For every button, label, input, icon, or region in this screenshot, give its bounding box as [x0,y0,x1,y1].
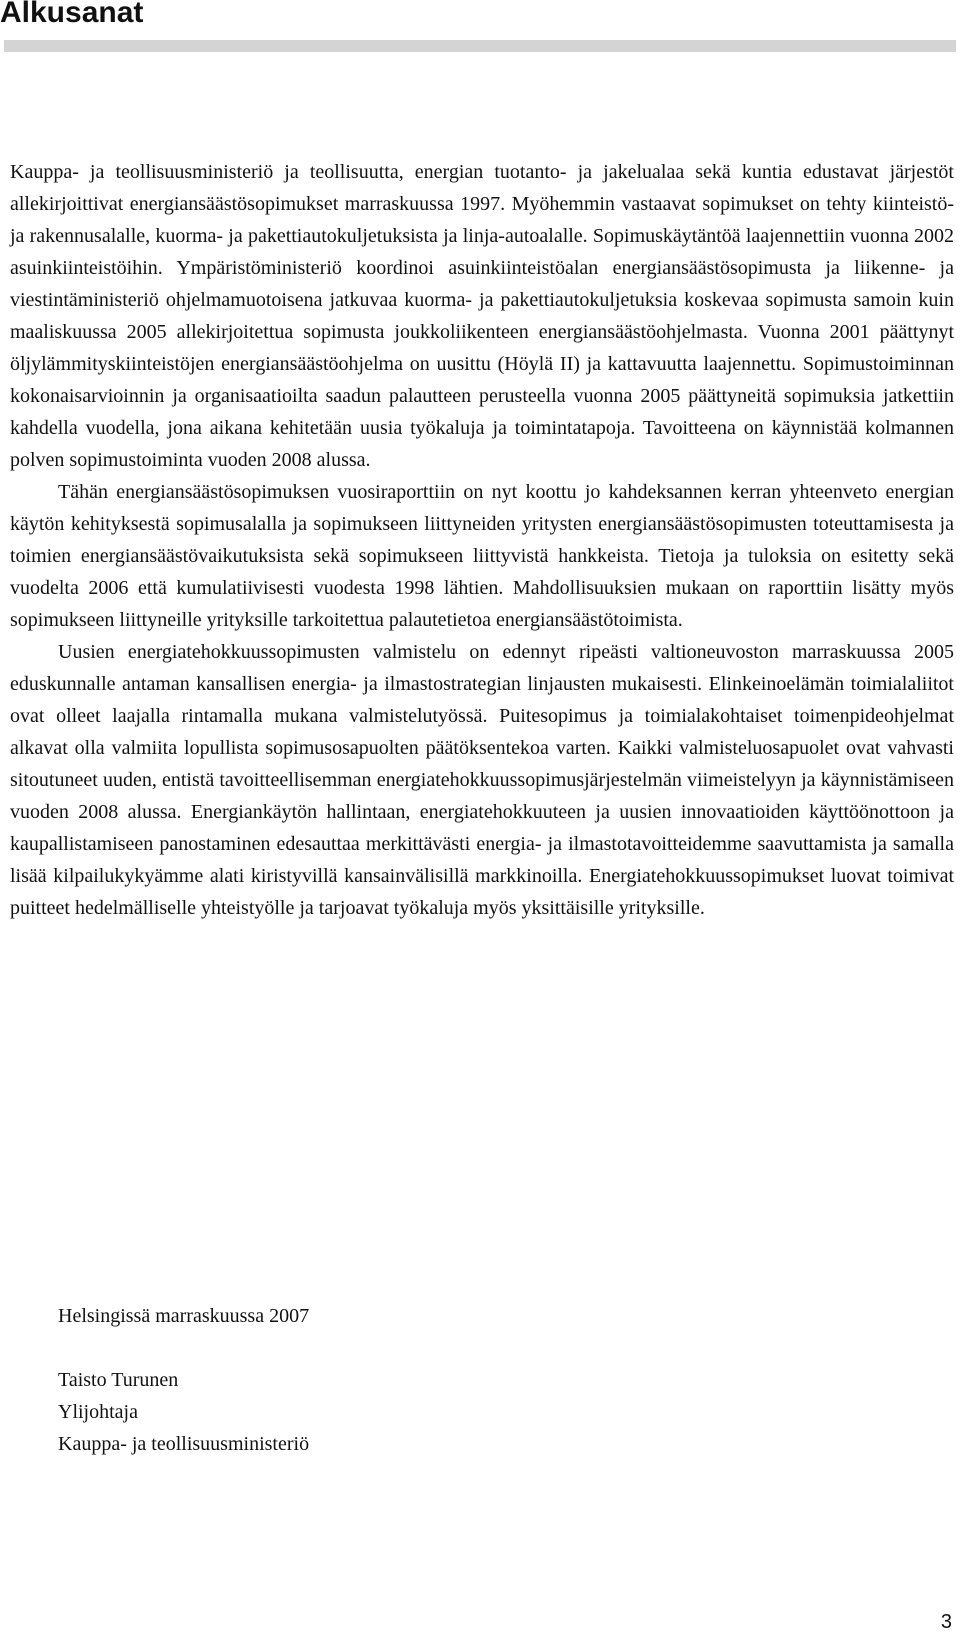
paragraph-1: Kauppa- ja teollisuusministeriö ja teollisuutta, energian tuotanto- ja jakelualaa sekä kuntia edustavat järjestöt allekirjoittivat energiansäästösopimukset marraskuussa 1997. Myöhemmin vastaavat sopimukset on tehty kiinteistö- ja rakennusalalle, kuorma- ja pakettiautokuljetuksista ja linja-autoalalle. Sopimuskäytäntöä laajennettiin vuonna 2002 asuinkiinteistöihin. Ympäristöministeriö koordinoi asuinkiinteistöalan energiansäästösopimusta ja liikenne- ja viestintäministeriö ohjelmamuotoisena jatkuvaa kuorma- ja pakettiautokuljetuksia koskevaa sopimusta samoin kuin maaliskuussa 2005 allekirjoitettua sopimusta joukkoliikenteen energiansäästöohjelmasta. Vuonna 2001 päättynyt öljylämmityskiinteistöjen energiansäästöohjelma on uusittu (Höylä II) ja kattavuutta laajennettu. Sopimustoiminnan kokonaisarvioinnin ja organisaatioilta saadun palautteen perusteella vuonna 2005 päättyneitä sopimuksia jatkettiin kahdella vuodella, jona aikana kehitetään uusia työkaluja ja toimintatapoja. Tavoitteena on käynnistää kolmannen polven sopimustoiminta vuoden 2008 alussa. [10,161,954,471]
signature-name: Taisto Turunen [58,1369,179,1391]
paragraph-3: Uusien energiatehokkuussopimusten valmistelu on edennyt ripeästi valtioneuvoston marraskuussa 2005 eduskunnalle antaman kansallisen energia- ja ilmastostrategian linjausten mukaisesti. Elinkeinoelämän toimialaliitot ovat olleet laajalla rintamalla mukana valmistelutyössä. Puitesopimus ja toimialakohtaiset toimenpideohjelmat alkavat olla valmiita lopullista sopimusosapuolten päätöksentekoa varten. Kaikki valmisteluosapuolet ovat vahvasti sitoutuneet uuden, entistä tavoitteellisemman energiatehokkuussopimusjärjestelmän viimeistelyyn ja käynnistämiseen vuoden 2008 alussa. Energiankäytön hallintaan, energiatehokkuuteen ja uusien innovaatioiden käyttöönottoon ja kaupallistamiseen panostaminen edesauttaa merkittävästi energia- ja ilmastotavoitteidemme saavuttamista ja samalla lisää kilpailukykyämme alati kiristyvillä kansainvälisillä markkinoilla. Energiatehokkuussopimukset luovat toimivat puitteet hedelmälliselle yhteistyölle ja tarjoavat työkaluja myös yksittäisille yrityksille. [10,641,954,919]
signature-role: Ylijohtaja [58,1401,138,1423]
document-body [10,156,954,924]
title-underline-bar [4,40,956,52]
page-number: 3 [940,1611,952,1633]
paragraph-2: Tähän energiansäästösopimuksen vuosiraporttiin on nyt koottu jo kahdeksannen kerran yhteenveto energian käytön kehityksestä sopimusalalla ja sopimukseen liittyneiden yritysten energiansäästösopimusten toteuttamisesta ja toimien energiansäästövaikutuksista sekä sopimukseen liittyvistä hankkeista. Tietoja ja tuloksia on esitetty sekä vuodelta 2006 että kumulatiivisesti vuodesta 1998 lähtien. Mahdollisuuksien mukaan on raporttiin lisätty myös sopimukseen liittyneille yrityksille tarkoitettua palautetietoa energiansäästötoimista. [10,481,954,631]
page-title: Alkusanat [0,0,144,29]
signature-block [58,1300,309,1460]
signature-organization: Kauppa- ja teollisuusministeriö [58,1433,310,1455]
signature-place-date: Helsingissä marraskuussa 2007 [58,1305,310,1327]
